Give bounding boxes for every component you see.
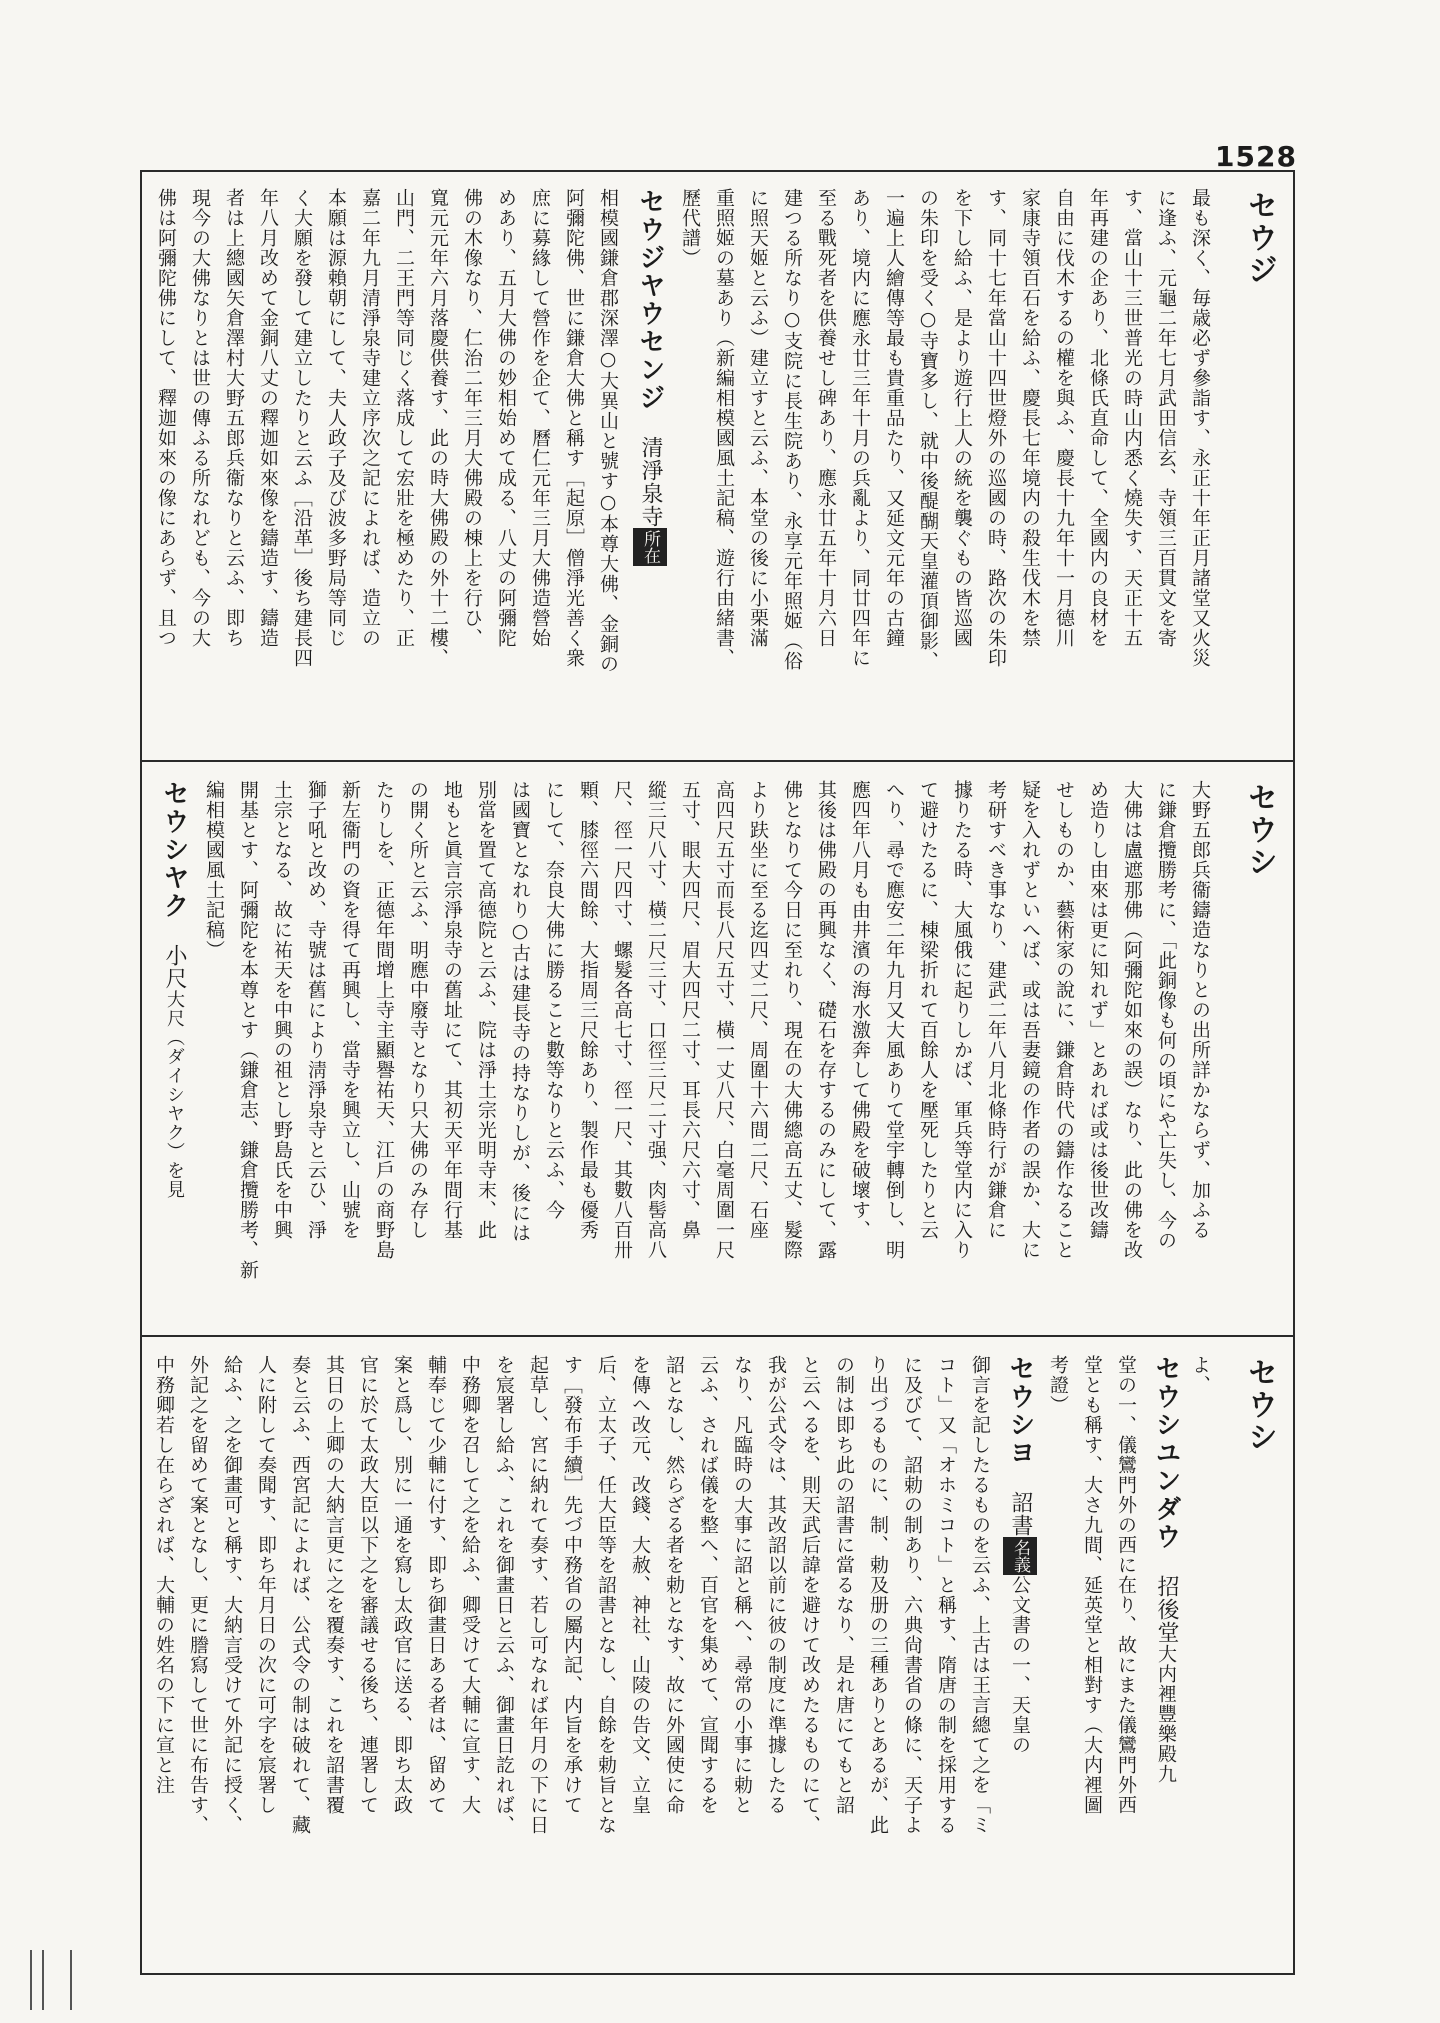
- band-3-header: [1225, 1337, 1295, 1975]
- section-tag: 所在: [633, 528, 667, 566]
- entry-title: セウシユンダウ: [1151, 1355, 1181, 1551]
- band-2-col: 考研すべき事なり、建武二年八月北條時行が鎌倉に: [985, 780, 1007, 1240]
- band-1-entry2-col: く大願を發して建立したりと云ふ［沿革］後ち建長四: [291, 188, 313, 668]
- band-1: [140, 170, 1295, 760]
- band-1-header-label: セウジ: [1242, 190, 1277, 286]
- band-2-col: 五寸、眼大四尺、眉大四尺二寸、耳長六尺六寸、鼻: [679, 780, 701, 1240]
- band-2-entry2-heading: [157, 780, 191, 1317]
- band-1-entry2-col: 庶に募緣して營作を企て、曆仁元年三月大佛造營始: [529, 188, 551, 648]
- band-2-col: 疑を入れずといへば、或は吾妻鏡の作者の誤か、大に: [1019, 780, 1041, 1260]
- band-2-col: の開く所と云ふ、明應中廢寺となり只大佛のみ存し: [407, 780, 429, 1240]
- band-3-entry2-col: 外記之を留めて案となし、更に謄寫して世に布告す、: [187, 1355, 209, 1835]
- band-1-entry2-col: めあり、五月大佛の妙相始めて成る、八丈の阿彌陀: [495, 188, 517, 648]
- page-number: 1528: [1215, 140, 1297, 173]
- band-1-entry2-col: 現今の大佛なりとは世の傳ふる所なれども、今の大: [189, 188, 211, 648]
- band-2-col: て避けたるに、棟梁折れて百餘人を壓死したりと云: [917, 780, 939, 1240]
- band-1-entry2-heading: [633, 188, 667, 742]
- band-3-entry2-col: 中務卿を召して之を給ふ、卿受けて大輔に宣す、大: [459, 1355, 481, 1815]
- band-1-entry2-col: 阿彌陀佛、世に鎌倉大佛と稱す［起原］僧淨光善く衆: [563, 188, 585, 668]
- band-2-col: 高四尺五寸而長八尺五寸、橫一丈八尺、白毫周圍一尺: [713, 780, 735, 1260]
- band-3-entry2-col: を傳へ改元、改錢、大赦、神社、山陵の告文、立皇: [629, 1355, 651, 1815]
- band-2-col: に鎌倉攬勝考に、「此銅像も何の頃にや亡失し、今の: [1155, 780, 1177, 1251]
- band-1-col: に照天姬と云ふ）建立すと云ふ、本堂の後に小栗滿: [747, 188, 769, 648]
- band-3-entry2-col: 起草し、宮に納れて奏す、若し可なれば年月の下に日: [527, 1355, 549, 1835]
- band-1-header: [1225, 170, 1295, 760]
- band-1-col: の朱印を受く○寺寶多し、就中後醍醐天皇灌頂御影、: [917, 188, 939, 671]
- band-3-entry2-col: 其日の上卿の大納言更に之を覆奏す、これを詔書覆: [323, 1355, 345, 1815]
- band-1-entry2-col: 佛は阿彌陀佛にして、釋迦如來の像にあらず、且つ: [155, 188, 177, 648]
- band-2-header-label: セウシ: [1242, 782, 1277, 878]
- band-1-entry2-col: 者は上總國矢倉澤村大野五郎兵衞なりと云ふ、即ち: [223, 188, 245, 648]
- band-3-entry2-col: の制は即ち此の詔書に當るなり、是れ唐にてもと詔: [833, 1355, 855, 1815]
- band-1-col: 重照姬の墓あり（新編相模國風土記稿、遊行由緒書、: [713, 188, 735, 668]
- entry-title: セウシヨ: [1005, 1355, 1035, 1467]
- band-1-col: 歷代譜）: [679, 188, 701, 268]
- band-3-entry2-col: り出づるものに、制、勅及册の三種ありとあるが、此: [867, 1355, 889, 1835]
- band-2-col: 地もと眞言宗淨泉寺の舊址にて、其初天平年間行基: [441, 780, 463, 1240]
- band-2-col: より趺坐に至る迄四丈二尺、周圍十六間二尺、石座: [747, 780, 769, 1240]
- band-3-entry2-col: 中務卿若し在らざれば、大輔の姓名の下に宣と注: [153, 1355, 175, 1795]
- band-1-col: 最も深く、毎歳必ず參詣す、永正十年正月諸堂又火災: [1189, 188, 1211, 668]
- band-2-col: 新左衞門の資を得て再興し、當寺を興立し、山號を: [339, 780, 361, 1240]
- band-3-entry1-col: 考證）: [1047, 1355, 1069, 1415]
- band-2-col: 佛となりて今日に至れり、現在の大佛總高五丈、髮際: [781, 780, 803, 1260]
- band-2-col: 應四年八月も由井濱の海水激奔して佛殿を破壞す、: [849, 780, 871, 1240]
- entry-kanji: 清淨泉寺: [638, 436, 663, 528]
- band-1-col: 一遍上人繪傳等最も貴重品たり、又延文元年の古鐘: [883, 188, 905, 648]
- band-3-entry2-col: 官に於て太政大臣以下之を審議せる後ち、連署して: [357, 1355, 379, 1815]
- band-1-entry2-col: 佛の木像なり、仁治二年三月大佛殿の棟上を行ひ、: [461, 188, 483, 648]
- entry-title: セウジヤウセンジ: [635, 188, 665, 412]
- band-1-col: 至る戰死者を供養せし碑あり、應永廿五年十月六日: [815, 188, 837, 648]
- band-2-col: め造りし由來は更に知れず」とあれば或は後世改鑄: [1087, 780, 1109, 1240]
- entry-text: 大内裡豐樂殿九: [1155, 1644, 1177, 1784]
- band-2-col: せしものか、藝術家の說に、鎌倉時代の鑄作なること: [1053, 780, 1075, 1260]
- band-3-entry2-col: 案と爲し、別に一通を寫し太政官に送る、即ち太政: [391, 1355, 413, 1815]
- band-3-entry1-heading: [1149, 1355, 1183, 1957]
- band-3-entry2-heading: [1003, 1355, 1037, 1957]
- band-3-entry2-col: 給ふ、之を御畫可と稱す、大納言受けて外記に授く、: [221, 1355, 243, 1835]
- margin-marks: [30, 1950, 90, 2010]
- band-1-col: に逢ふ、元龜二年七月武田信玄、寺領三百貫文を寄: [1155, 188, 1177, 648]
- band-3-entry2-col: 輔奉じて少輔に付す、即ち御畫日ある者は、留めて: [425, 1355, 447, 1815]
- band-3-entry2-col: 我が公式令は、其改詔以前に彼の制度に準據したる: [765, 1355, 787, 1815]
- band-2-col: にして、奈良大佛に勝ること數等なりと云ふ、今: [543, 780, 565, 1220]
- band-2-col: 獅子吼と改め、寺號は舊により淸淨泉寺と云ひ、淨: [305, 780, 327, 1240]
- band-1-col: 建つる所なり○支院に長生院あり、永享元年照姬（俗: [781, 188, 803, 671]
- band-2-col: 縱三尺八寸、橫二尺三寸、口徑三尺二寸强、肉髻高八: [645, 780, 667, 1260]
- band-2-col: 其後は佛殿の再興なく、礎石を存するのみにして、露: [815, 780, 837, 1260]
- band-2-col: 土宗となる、故に祐天を中興の祖とし野島氏を中興: [271, 780, 293, 1240]
- band-2-col: 編相模國風土記稿）: [203, 780, 225, 960]
- entry-kanji: 小尺: [162, 944, 187, 990]
- band-2-col: 別當を置て高德院と云ふ、院は淨土宗光明寺末、此: [475, 780, 497, 1240]
- entry-kanji: 招後堂: [1154, 1575, 1179, 1644]
- entry-title: セウシヤク: [159, 780, 189, 920]
- band-1-entry2-col: 嘉二年九月清淨泉寺建立序次之記によれば、造立の: [359, 188, 381, 648]
- band-1-col: あり、境内に應永廿三年十月の兵亂より、同廿四年に: [849, 188, 871, 668]
- entry-kanji: 詔書: [1008, 1491, 1033, 1537]
- band-1-entry2-col: 年八月改めて金銅八丈の釋迦如來像を鑄造す、鑄造: [257, 188, 279, 648]
- band-2-col: 顆、膝徑六間餘、大指周三尺餘あり、製作最も優秀: [577, 780, 599, 1240]
- band-3-entry2-col: 人に附して奏聞す、即ち年月日の次に可字を宸署し: [255, 1355, 277, 1815]
- band-1-col: 自由に伐木するの權を與ふ、慶長十九年十一月德川: [1053, 188, 1075, 648]
- band-3-entry1-col: 堂の一、儀鸞門外の西に在り、故にまた儀鸞門外西: [1115, 1355, 1137, 1815]
- band-1-entry2-col: 山門、二王門等同じく落成して宏壯を極めたり、正: [393, 188, 415, 648]
- band-3-intro: よ、: [1189, 1355, 1211, 1395]
- band-2-col: 開基とす、阿彌陀を本尊とす（鎌倉志、鎌倉攬勝考、新: [237, 780, 259, 1280]
- band-2-col: 尺、徑一尺四寸、螺髮各高七寸、徑一尺、其數八百卅: [611, 780, 633, 1260]
- band-2-col: は國寶となれり○古は建長寺の持なりしが、後には: [509, 780, 531, 1243]
- band-3-entry1-col: 堂とも稱す、大さ九間、延英堂と相對す（大内裡圖: [1081, 1355, 1103, 1815]
- band-2-col: 大佛は盧遮那佛（阿彌陀如來の誤）なり、此の佛を改: [1121, 780, 1143, 1260]
- band-3-header-label: セウシ: [1242, 1357, 1277, 1453]
- band-3-entry2-col: す［發布手續］先づ中務省の屬内記、内旨を承けて: [561, 1355, 583, 1815]
- band-3-entry2-col: コト」又「オホミコト」と稱す、隋唐の制を採用する: [935, 1355, 957, 1835]
- band-3: [140, 1335, 1295, 1975]
- entry-text: 公文書の一、天皇の: [1009, 1575, 1031, 1755]
- band-2-col: へり、尋で應安二年九月又大風ありて堂宇轉倒し、明: [883, 780, 905, 1260]
- band-3-entry2-col: 詔となし、然らざる者を勅となす、故に外國使に命: [663, 1355, 685, 1815]
- band-1-col: を下し給ふ、是より遊行上人の統を襲ぐもの皆巡國: [951, 188, 973, 648]
- section-tag: 名義: [1003, 1537, 1037, 1575]
- band-1-entry2-col: 寬元元年六月落慶供養す、此の時大佛殿の外十二樓、: [427, 188, 449, 668]
- band-3-entry2-col: と云へるを、則天武后諱を避けて改めたるものにて、: [799, 1355, 821, 1835]
- band-2: [140, 760, 1295, 1335]
- band-3-entry2-col: に及びて、詔勅の制あり、六典尙書省の條に、天子よ: [901, 1355, 923, 1835]
- band-3-entry2-col: なり、凡臨時の大事に詔と稱へ、尋常の小事に勅と: [731, 1355, 753, 1815]
- band-1-col: 年再建の企あり、北條氏直命して、全國内の良材を: [1087, 188, 1109, 648]
- band-2-header: [1225, 762, 1295, 1335]
- band-3-entry2-col: 奏と云ふ、西宮記によれば、公式令の制は破れて、藏: [289, 1355, 311, 1835]
- band-2-col: 大野五郎兵衞鑄造なりとの出所詳かならず、加ふる: [1189, 780, 1211, 1240]
- band-2-col: たりしを、正德年間增上寺主顯譽祐天、江戶の商野島: [373, 780, 395, 1260]
- band-3-entry2-col: 云ふ、されば儀を整へ、百官を集めて、宣聞するを: [697, 1355, 719, 1815]
- band-1-col: す、當山十三世普光の時山内悉く燒失す、天正十五: [1121, 188, 1143, 648]
- band-1-col: す、同十七年當山十四世燈外の巡國の時、路次の朱印: [985, 188, 1007, 668]
- entry-ref: 大尺（ダイシヤク）を見: [164, 990, 185, 1199]
- band-1-entry2-col: 本願は源賴朝にして、夫人政子及び波多野局等同じ: [325, 188, 347, 648]
- band-1-entry2-col: 相模國鎌倉郡深澤○大異山と號す○本尊大佛、金銅の: [597, 188, 619, 674]
- band-2-col: 據りたる時、大風俄に起りしかば、軍兵等堂内に入り: [951, 780, 973, 1260]
- band-3-entry2-col: を宸署し給ふ、これを御畫日と云ふ、御畫日訖れば、: [493, 1355, 515, 1835]
- band-3-entry2-col: 御言を記したるものを云ふ、上古は王言總て之を「ミ: [969, 1355, 991, 1835]
- band-1-col: 家康寺領百石を給ふ、慶長七年境内の殺生伐木を禁: [1019, 188, 1041, 648]
- band-3-entry2-col: 后、立太子、任大臣等を詔書となし、自餘を勅旨とな: [595, 1355, 617, 1835]
